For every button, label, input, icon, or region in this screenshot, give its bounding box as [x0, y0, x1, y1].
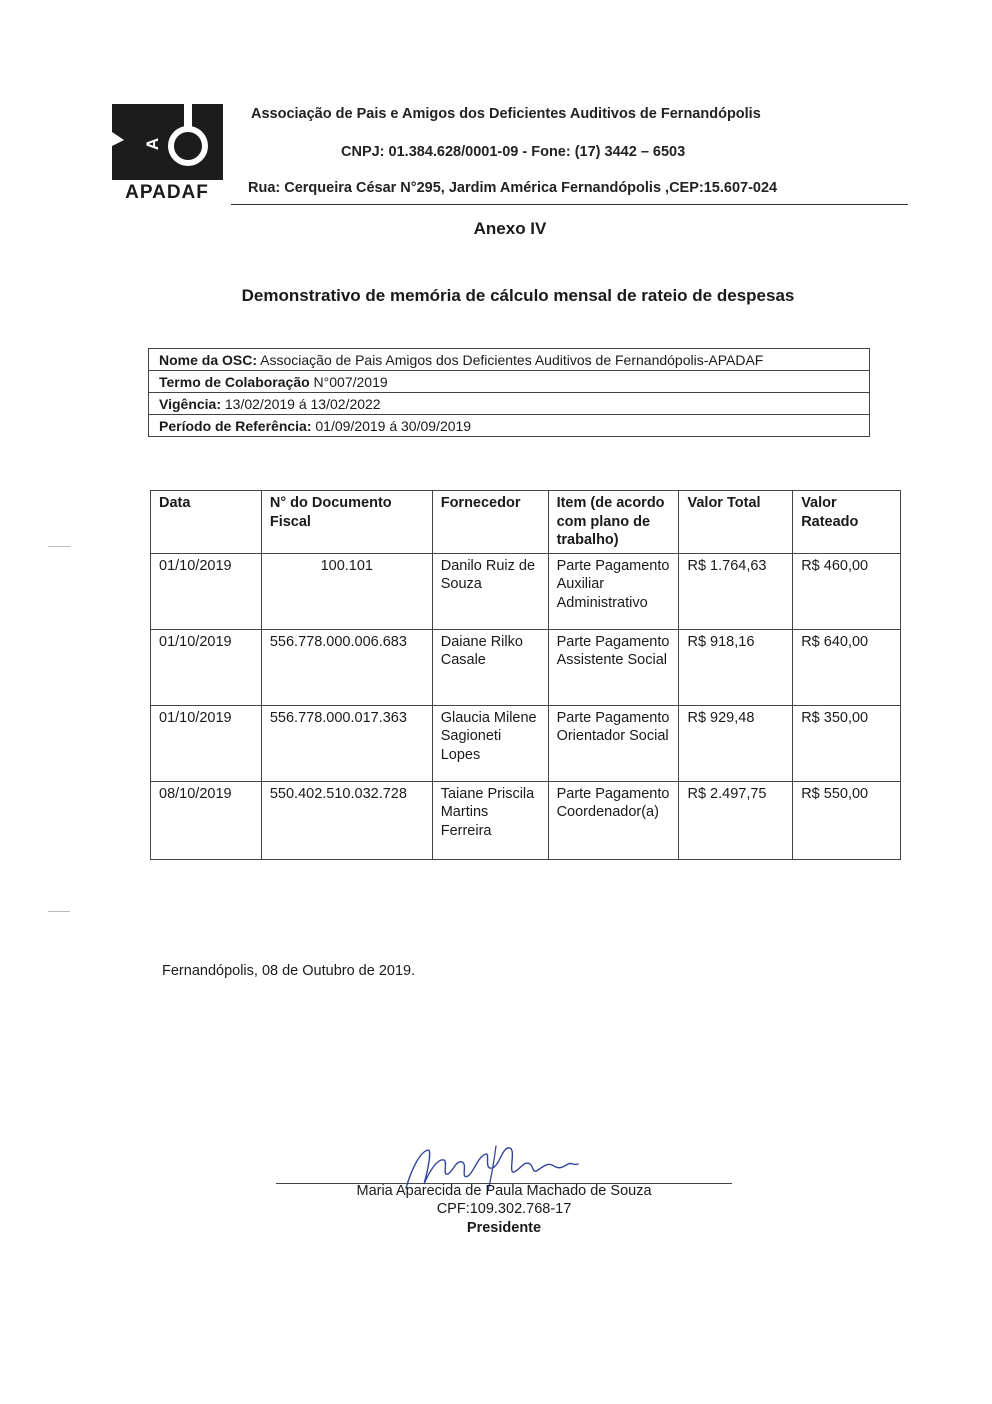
cell-fornecedor: Taiane Priscila Martins Ferreira	[432, 781, 548, 859]
cell-valor-total: R$ 1.764,63	[679, 553, 793, 629]
osc-info-box	[148, 348, 870, 437]
vigencia-value: 13/02/2019 á 13/02/2022	[221, 396, 381, 412]
place-date: Fernandópolis, 08 de Outubro de 2019.	[162, 963, 416, 979]
signer-cpf: CPF:109.302.768-17	[436, 1201, 572, 1217]
cell-valor-rateado: R$ 550,00	[793, 781, 901, 859]
cell-item: Parte Pagamento Coordenador(a)	[548, 781, 679, 859]
cell-documento: 556.778.000.017.363	[261, 705, 432, 781]
cell-valor-rateado: R$ 640,00	[793, 629, 901, 705]
logo-text: APADAF	[125, 182, 209, 202]
cell-valor-total: R$ 929,48	[679, 705, 793, 781]
header-divider	[231, 204, 908, 205]
header-valor-rateado: Valor Rateado	[793, 491, 901, 554]
periodo-row	[149, 415, 869, 436]
cell-data: 01/10/2019	[151, 705, 262, 781]
cell-data: 01/10/2019	[151, 553, 262, 629]
cell-documento: 550.402.510.032.728	[261, 781, 432, 859]
periodo-value: 01/09/2019 á 30/09/2019	[311, 418, 472, 434]
scan-mark	[48, 546, 70, 547]
vigencia-row	[149, 393, 869, 415]
cell-fornecedor: Danilo Ruiz de Souza	[432, 553, 548, 629]
signer-role: Presidente	[466, 1220, 542, 1236]
osc-name-value: Associação de Pais Amigos dos Deficientes Auditivos de Fernandópolis-APADAF	[257, 352, 764, 368]
scan-mark	[48, 911, 70, 912]
osc-name-label: Nome da OSC:	[159, 352, 258, 368]
cell-fornecedor: Glaucia Milene Sagioneti Lopes	[432, 705, 548, 781]
cell-valor-total: R$ 918,16	[679, 629, 793, 705]
cell-data: 01/10/2019	[151, 629, 262, 705]
cell-valor-total: R$ 2.497,75	[679, 781, 793, 859]
apadaf-logo	[110, 102, 225, 202]
termo-value: N°007/2019	[309, 374, 388, 390]
osc-name-row	[149, 349, 869, 371]
periodo-label: Período de Referência:	[159, 418, 312, 434]
cell-item: Parte Pagamento Auxiliar Administrativo	[548, 553, 679, 629]
cell-valor-rateado: R$ 350,00	[793, 705, 901, 781]
termo-row	[149, 371, 869, 393]
header-valor-total: Valor Total	[679, 491, 793, 554]
table-row	[151, 553, 901, 629]
cell-item: Parte Pagamento Orientador Social	[548, 705, 679, 781]
header-documento: N° do Documento Fiscal	[261, 491, 432, 554]
cnpj-line: CNPJ: 01.384.628/0001-09 - Fone: (17) 3442 – 6503	[341, 144, 686, 160]
cell-item: Parte Pagamento Assistente Social	[548, 629, 679, 705]
termo-label: Termo de Colaboração	[159, 374, 310, 390]
org-name: Associação de Pais e Amigos dos Deficientes Auditivos de Fernandópolis	[251, 106, 761, 122]
table-row	[151, 781, 901, 859]
signer-name: Maria Aparecida de Paula Machado de Souza	[356, 1183, 652, 1199]
table-row	[151, 705, 901, 781]
header-data: Data	[151, 491, 262, 554]
cell-documento: 100.101	[261, 553, 432, 629]
vigencia-label: Vigência:	[159, 396, 221, 412]
header-fornecedor: Fornecedor	[432, 491, 548, 554]
logo-glyph: A	[143, 137, 162, 151]
annex-title: Anexo IV	[473, 219, 547, 238]
cell-documento: 556.778.000.006.683	[261, 629, 432, 705]
document-title: Demonstrativo de memória de cálculo mensal de rateio de despesas	[241, 286, 795, 305]
expense-table	[150, 490, 901, 860]
cell-data: 08/10/2019	[151, 781, 262, 859]
table-row	[151, 629, 901, 705]
table-header-row	[151, 491, 901, 554]
header-item: Item (de acordo com plano de trabalho)	[548, 491, 679, 554]
address-line: Rua: Cerqueira César N°295, Jardim América Fernandópolis ,CEP:15.607-024	[248, 180, 778, 196]
cell-fornecedor: Daiane Rilko Casale	[432, 629, 548, 705]
cell-valor-rateado: R$ 460,00	[793, 553, 901, 629]
